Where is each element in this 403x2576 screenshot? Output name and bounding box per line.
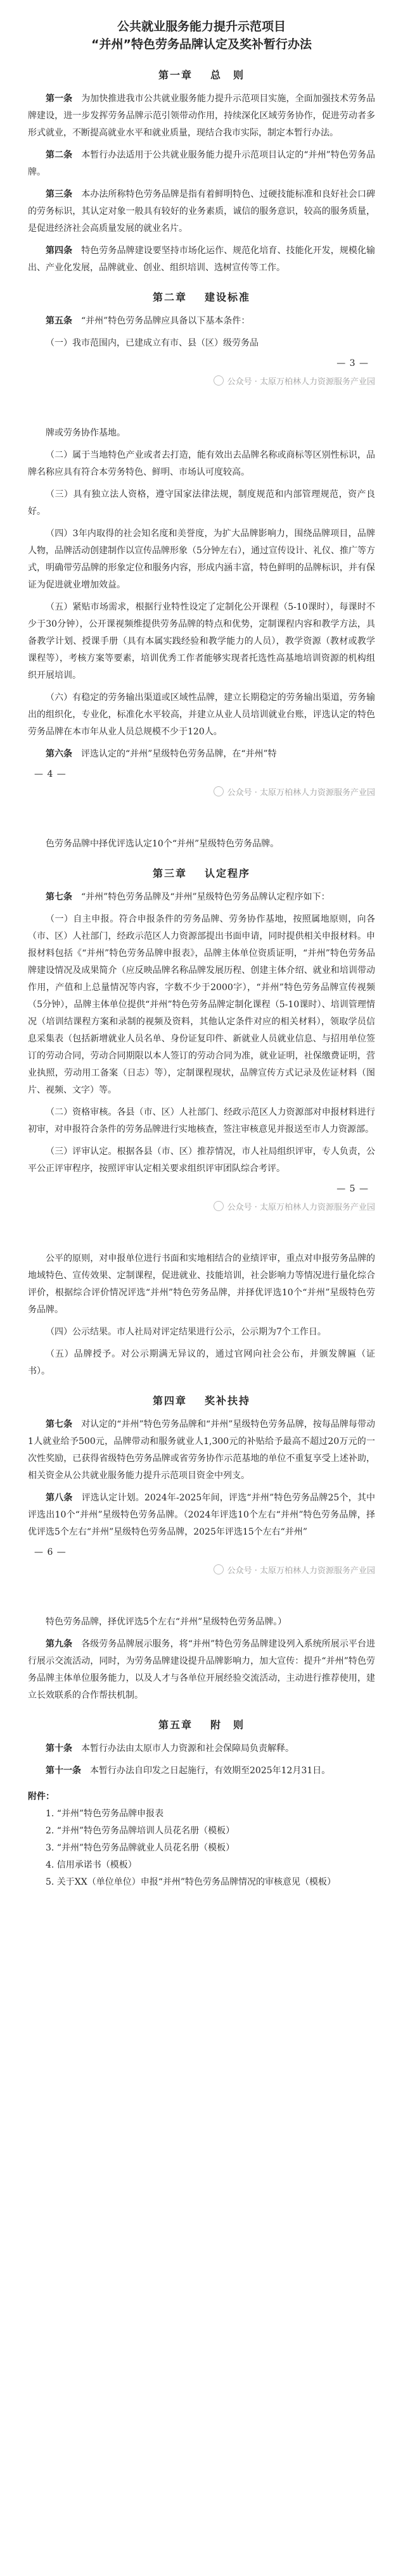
article-text: 对认定的“并州”特色劳务品牌和“并州”星级特色劳务品牌，按每品牌每带动1人就业给予500元，品牌带动和服务就业人1,300元的补贴给予最高不超过20万元的一次性奖励，已获得省级特色劳务品牌或省劳务协作示范基地的单位不重复享受上述补助，相关资金从公共就业服务能力提升示范项目资金中列支。 — [28, 1419, 375, 1481]
article-lead: 第九条 — [46, 1639, 73, 1649]
watermark-text: 公众号 · 太原万柏林人力资源服务产业园 — [227, 1566, 375, 1576]
article-text: 评选认定的“并州”星级特色劳务品牌，在“并州”特 — [81, 749, 277, 759]
chapter-heading-3 — [28, 865, 375, 880]
step-3-cont: 公平的原则，对申报单位进行书面和实地相结合的业绩评审，重点对申报劳务品牌的地域特色、宣传效果、定制课程，促进就业、技能培训，社会影响力等情况进行量化综合评价，根据综合评价情况评选“并州”特色劳务品牌，并择优评选10个“并州”星级特色劳务品牌。 — [28, 1253, 375, 1315]
article-3 — [28, 186, 375, 237]
chapter-label: 第五章 — [158, 1719, 193, 1731]
chapter-heading-2 — [28, 289, 375, 304]
article-lead: 第八条 — [46, 1493, 73, 1503]
chapter-name: 奖补扶持 — [205, 1395, 251, 1407]
page-number: — 3 — — [336, 358, 369, 368]
wechat-icon — [214, 786, 224, 796]
watermark-text: 公众号 · 太原万柏林人力资源服务产业园 — [227, 377, 375, 387]
clause-2: （二）属于当地特色产业或者去打造，能有效出去品牌名称或商标等区别性标识，品牌名称应具有符合本劳务特色、鲜明、市场认可度较高。 — [28, 450, 375, 477]
article-text: 为加快推进我市公共就业服务能力提升示范项目实施，全面加强技术劳务品牌建设，进一步发挥劳务品牌示范引领带动作用，持续深化区域劳务协作，促进劳动者多形式就业，不断提高就业水平和就业质量，现结合我市实际，制定本暂行办法。 — [28, 94, 376, 138]
article-5 — [28, 313, 375, 330]
page-number: — 6 — — [34, 1547, 67, 1557]
clause-6: （六）有稳定的劳务输出渠道或区域性品牌，建立长期稳定的劳务输出渠道，劳务输出的组织化，专业化，标准化水平较高，并建立从业人员培训就业台账，评选认定的特色劳务品牌在本市年从业人员总规模不少于120人。 — [28, 693, 375, 737]
chapter-name: 附 则 — [210, 1719, 245, 1731]
watermark-text: 公众号 · 太原万柏林人力资源服务产业园 — [227, 1203, 375, 1212]
doc-title-line1: 公共就业服务能力提升示范项目 — [117, 20, 286, 34]
chapter-label: 第三章 — [152, 867, 187, 879]
step-3: （三）评审认定。根据各县（市、区）推荐情况，市人社局组织评审，专人负责，公平公正评审程序，按照评审认定相关要求组织评审团队综合考评。 — [28, 1147, 375, 1174]
step-4: （四）公示结果。市人社局对评定结果进行公示，公示期为7个工作日。 — [46, 1327, 326, 1337]
article-lead: 第十一条 — [46, 1766, 81, 1776]
article-text: 本办法所称特色劳务品牌是指有着鲜明特色、过硬技能标准和良好社会口碑的劳务标识，其认定对象一般具有较好的业务素质，诚信的服务意识，较高的服务质量，是促进经济社会高质量发展的就业名片。 — [28, 189, 376, 234]
article-6-cont: 色劳务品牌中择优评选认定10个“并州”星级特色劳务品牌。 — [46, 839, 279, 849]
watermark — [28, 375, 375, 387]
chapter-heading-5 — [28, 1717, 375, 1731]
article-4 — [28, 242, 375, 277]
article-10 — [28, 1636, 375, 1704]
article-8 — [28, 1416, 375, 1485]
attachment-item: 1. “并州”特色劳务品牌申报表 — [46, 1809, 164, 1819]
article-6 — [28, 746, 375, 763]
article-lead: 第二条 — [46, 150, 73, 160]
article-lead: 第六条 — [46, 749, 72, 759]
step-2: （二）资格审核。各县（市、区）人社部门、经政示范区人力资源部对申报材料进行初审，对申报符合条件的劳务品牌进行实地核查，签注审核意见并报送至市人力资源部。 — [28, 1107, 375, 1134]
attachments-heading: 附件： — [28, 1792, 54, 1802]
article-text: 本暂行办法适用于公共就业服务能力提升示范项目认定的“并州”特色劳务品牌。 — [28, 150, 376, 177]
article-lead: 第七条 — [46, 892, 72, 902]
wechat-icon — [214, 1564, 224, 1574]
chapter-name: 建设标准 — [205, 291, 251, 303]
article-9-cont: 特色劳务品牌，择优评选5个左右“并州”星级特色劳务品牌。） — [46, 1617, 287, 1627]
clause-1-cont: 牌或劳务协作基地。 — [46, 428, 125, 438]
article-1 — [28, 91, 375, 142]
article-lead: 第四条 — [46, 246, 73, 256]
clause-4: （四）3年内取得的社会知名度和美誉度，为扩大品牌影响力，围绕品牌项目，品牌人物，品牌活动创建制作以宣传品牌形象（5分钟左右），通过宣传设计、礼仪、推广等方式，明确带劳品牌的形象定位和服务内容，形成内涵丰富，特色鲜明的品牌标识，并有保证为促进就业增加效益。 — [28, 529, 375, 590]
wechat-icon — [214, 1201, 224, 1211]
chapter-label: 第一章 — [158, 69, 193, 81]
step-5: （五）品牌授予。对公示期满无异议的，通过官网向社会公布，并颁发牌匾（证书）。 — [28, 1349, 375, 1376]
article-text: 本暂行办法由太原市人力资源和社会保障局负责解释。 — [81, 1744, 294, 1754]
step-1: （一）自主申报。符合申报条件的劳务品牌、劳务协作基地，按照属地原则，向各（市、区）人社部门，经政示范区人力资源部提出书面申请，同时提供相关申报材料。申报材料包括《“并州”特色劳务品牌申报表》，品牌主体单位资质证明，“并州”特色劳务品牌建设情况及成果简介（应反映品牌名称品牌发展历程、创建主体介绍、就业和培训带动作用，产值和上总量情况等内容，字数不少于2000字），“并州”特色劳务品牌宣传视频（5分钟），品牌主体单位提供“并州”特色劳务品牌定制化课程（5-10课时）、培训管理情况（培训结课程方案和录制的视频及资料，其他认定条件对应的相关材料），领取学员信息采集表（包括新增就业人员名单、身份证复印件、新就业人员就业信息、与招用单位签订的劳动合同，劳动合同期限以本人签订的劳动合同为准，就业证明，社保缴费证明，营业执照，劳动用工备案（日志）等），定制课程现状，品牌宣传方式记录及佐证材料（图片、视频、文字）等。 — [28, 914, 375, 1095]
attachment-item: 5. 关于XX（单位单位）申报“并州”特色劳务品牌情况的审核意见（模板） — [46, 1877, 336, 1887]
chapter-label: 第四章 — [152, 1395, 187, 1407]
article-lead: 第七条 — [46, 1419, 73, 1429]
article-text: “并州”特色劳务品牌应具备以下基本条件： — [81, 316, 250, 326]
chapter-name: 总 则 — [210, 69, 245, 81]
article-text: 特色劳务品牌建设要坚持市场化运作、规范化培育、技能化开发，规模化输出、产业化发展，品牌就业、创业、组织培训、选树宣传等工作。 — [28, 246, 376, 273]
page-number: — 5 — — [336, 1184, 369, 1194]
doc-title-line2: “并州”特色劳务品牌认定及奖补暂行办法 — [91, 37, 312, 51]
article-lead: 第三条 — [46, 189, 73, 199]
clause-5: （五）紧贴市场需求，根据行业特性设定了定制化公开课程（5-10课时），每课时不少于30分钟），公开课视频维提供劳务品牌的特点和优势，定制课程内容和教学方法，具备教学计划、授课手册（具有本属实践经验和教学能力的人员），教学资源（教材或教学课程等），考核方案等要素，培训优秀工作者能够实现者托选性高基地培训资源的机构组织开展培训。 — [28, 602, 375, 681]
article-2 — [28, 147, 375, 181]
article-lead: 第十条 — [46, 1744, 72, 1754]
chapter-name: 认定程序 — [205, 867, 251, 879]
article-text: “并州”特色劳务品牌及“并州”星级特色劳务品牌认定程序如下： — [81, 892, 330, 902]
watermark — [28, 1200, 375, 1212]
article-11 — [28, 1740, 375, 1757]
article-9 — [28, 1490, 375, 1541]
attachment-item: 3. “并州”特色劳务品牌就业人员花名册（模板） — [46, 1843, 235, 1853]
watermark — [28, 786, 375, 798]
wechat-icon — [214, 375, 224, 386]
article-text: 本暂行办法自印发之日起施行，有效期至2025年12月31日。 — [90, 1766, 331, 1776]
attachment-item: 4. 信用承诺书（模板） — [46, 1860, 137, 1870]
article-text: 各级劳务品牌展示服务，将“并州”特色劳务品牌建设列入系统所展示平台进行展示交流活动，同时，为劳务品牌建设提升品牌影响力，加大宣传：提升“并州”特色劳务品牌主体单位服务能力，以及人才与各单位开展经验交流活动，主动进行推荐使用，建立长效联系的合作帮扶机制。 — [28, 1639, 376, 1700]
article-lead: 第五条 — [46, 316, 72, 326]
attachments-list — [28, 1788, 375, 1891]
article-12 — [28, 1762, 375, 1780]
article-7 — [28, 889, 375, 906]
article-lead: 第一条 — [46, 94, 73, 104]
watermark-text: 公众号 · 太原万柏林人力资源服务产业园 — [227, 788, 375, 798]
page-number: — 4 — — [34, 769, 67, 779]
clause-3: （三）具有独立法人资格，遵守国家法律法规，制度规范和内部管理规范，资产良好。 — [28, 489, 375, 517]
article-text: 评选认定计划。2024年-2025年间，评选“并州”特色劳务品牌25个，其中评选出10个“并州”星级特色劳务品牌。（2024年评选10个左右“并州”特色劳务品牌，择优评选5个左右“并州”星级特色劳务品牌，2025年评选15个左右“并州” — [28, 1493, 376, 1537]
chapter-heading-1 — [28, 67, 375, 82]
watermark — [28, 1564, 375, 1576]
chapter-label: 第二章 — [152, 291, 187, 303]
chapter-heading-4 — [28, 1393, 375, 1407]
attachment-item: 2. “并州”特色劳务品牌培训人员花名册（模板） — [46, 1826, 235, 1836]
clause-1: （一）我市范围内，已建成立有市、县（区）级劳务品 — [46, 338, 259, 348]
